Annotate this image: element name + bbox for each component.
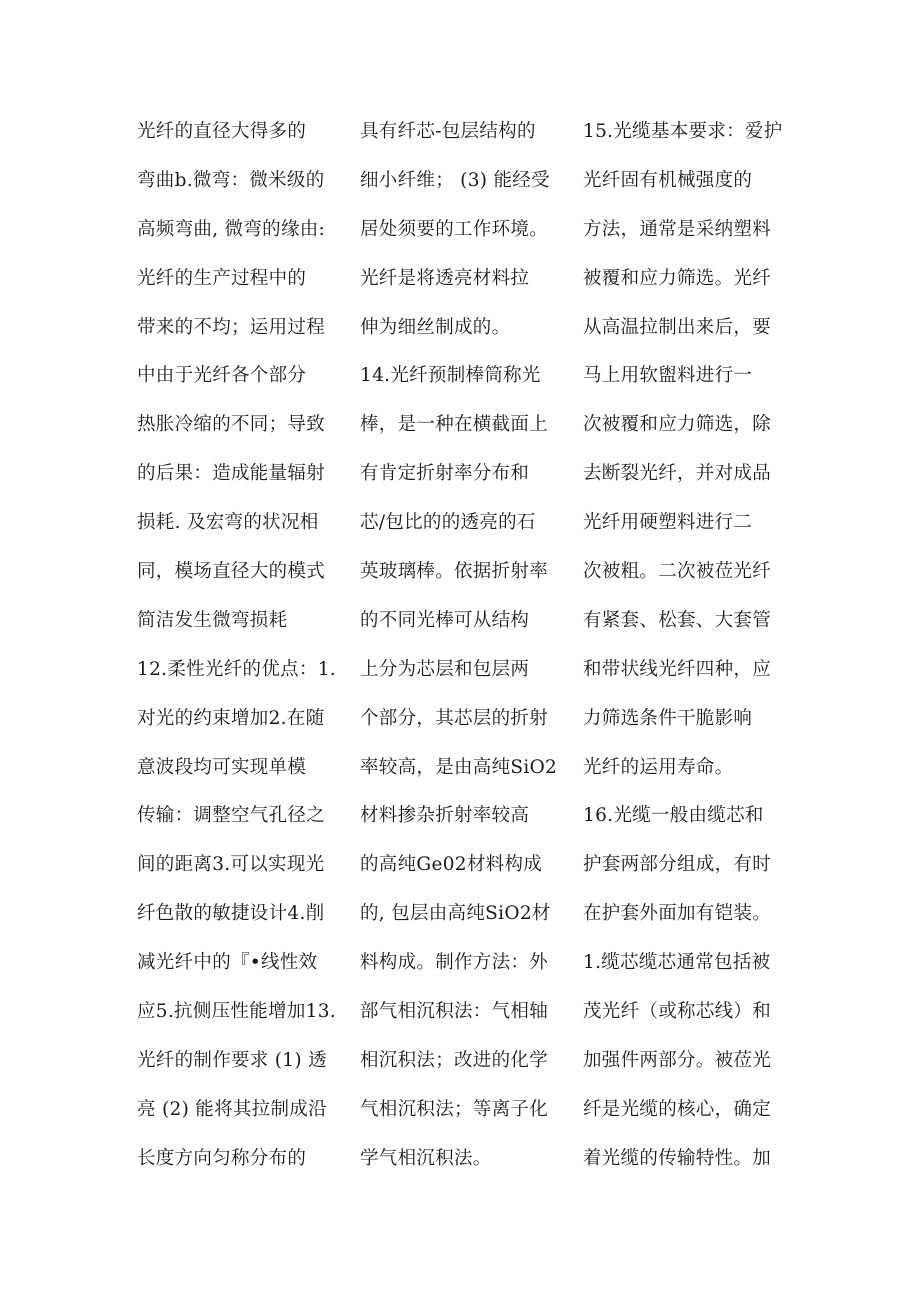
text-line: 料构成。制作方法：外 [360,952,549,974]
text-line: 高频弯曲, 微弯的缘由: [137,218,326,240]
text-line: 英玻璃棒。依据折射率 [360,561,549,583]
text-line: 着光缆的传输特性。加 [583,1147,772,1169]
text-line: 个部分，其芯层的折射 [360,707,549,729]
text-line: 的高纯Ge02材料构成 [360,854,543,876]
text-line: 光纤固有机械强度的 [583,169,753,191]
text-line: 加强件两部分。被莅光 [583,1049,772,1071]
text-line: 14.光纤预制棒筒称光 [360,365,541,387]
text-line: 损耗. 及宏弯的状况相 [137,512,319,534]
text-line: 光纤用硬塑料进行二 [583,512,753,534]
text-line: 次被覆和应力筛选，除 [583,414,772,436]
text-line: 减光纤中的『•线性效 [137,952,318,974]
text-line: 纤色散的敏捷设计4.削 [137,903,325,925]
text-line: 部气相沉积法：气相轴 [360,1001,549,1023]
text-column-3 [583,108,788,1184]
text-line: 护套两部分组成，有时 [583,854,772,876]
text-line: 光纤的直径大得多的 [137,121,307,142]
text-line: 的, 包层由高纯SiO2材 [360,903,551,925]
text-line: 有肯定折射率分布和 [360,463,530,485]
text-line: 对光的约束增加2.在随 [137,707,325,729]
text-column-2 [360,108,565,1184]
text-line: 光纤的制作要求 (1) 透 [137,1049,327,1071]
text-line: 长度方向匀称分布的 [137,1147,307,1169]
text-line: 材料掺杂折射率较高 [360,805,530,827]
text-line: 1.缆芯缆芯通常包括被 [583,952,771,974]
text-line: 的后果：造成能量辐射 [137,463,326,485]
text-line: 去断裂光纤，并对成品 [583,463,772,485]
text-line: 简洁发生微弯损耗 [137,609,288,631]
text-line: 间的距离3.可以实现光 [137,854,325,876]
text-line: 的不同光棒可从结构 [360,609,530,631]
text-column-1 [137,108,342,1184]
text-line: 纤是光缆的核心，确定 [583,1098,772,1120]
text-line: 次被粗。二次被莅光纤 [583,561,772,583]
text-line: 12.柔性光纤的优点：1. [137,658,336,680]
text-line: 15.光缆基本要求：爱护 [583,121,783,142]
text-line: 从高温拉制出来后，要 [583,316,772,338]
text-line: 居处须要的工作环境。 [360,218,549,240]
text-line: 力筛选条件干脆影响 [583,707,753,729]
text-line: 方法，通常是采纳塑料 [583,218,772,240]
text-line: 在护套外面加有铠装。 [583,903,772,925]
text-line: 相沉积法；改进的化学 [360,1049,549,1071]
text-line: 同，模场直径大的模式 [137,561,326,583]
text-line: 气相沉积法；等离子化 [360,1098,549,1120]
text-line: 芯/包比的的透亮的石 [360,512,536,534]
text-line: 意波段均可实现单模 [137,756,307,778]
text-line: 上分为芯层和包层两 [360,658,530,680]
text-line: 茂光纤（或称芯线）和 [583,1001,772,1023]
text-line: 和带状线光纤四种，应 [583,658,772,680]
text-line: 光纤是将透亮材料拉 [360,267,530,289]
text-line: 细小纤维； (3) 能经受 [360,169,550,191]
text-line: 伸为细丝制成的。 [360,316,511,338]
text-line: 被覆和应力筛选。光纤 [583,267,772,289]
text-line: 马上用软盥料进行一 [583,365,753,387]
text-line: 热胀冷缩的不同；导致 [137,414,326,436]
text-line: 应5.抗侧压性能增加13. [137,1001,336,1023]
text-line: 具有纤芯-包层结构的 [360,121,536,142]
text-line: 亮 (2) 能将其拉制成沿 [137,1098,327,1120]
text-line: 弯曲b.微弯：微米级的 [137,169,325,191]
text-line: 中由于光纤各个部分 [137,365,307,387]
text-line: 率较高，是由高纯SiO2 [360,756,558,778]
text-line: 16.光缆一般由缆芯和 [583,805,764,827]
text-line: 学气相沉积法。 [360,1147,492,1169]
text-line: 光纤的生产过程中的 [137,267,307,289]
text-line: 传输：调整空气孔径之 [137,805,326,827]
text-line: 棒，是一种在横截面上 [360,414,549,436]
text-line: 有紧套、松套、大套管 [583,609,772,631]
text-line: 带来的不均；运用过程 [137,316,326,338]
text-line: 光纤的运用寿命。 [583,756,734,778]
